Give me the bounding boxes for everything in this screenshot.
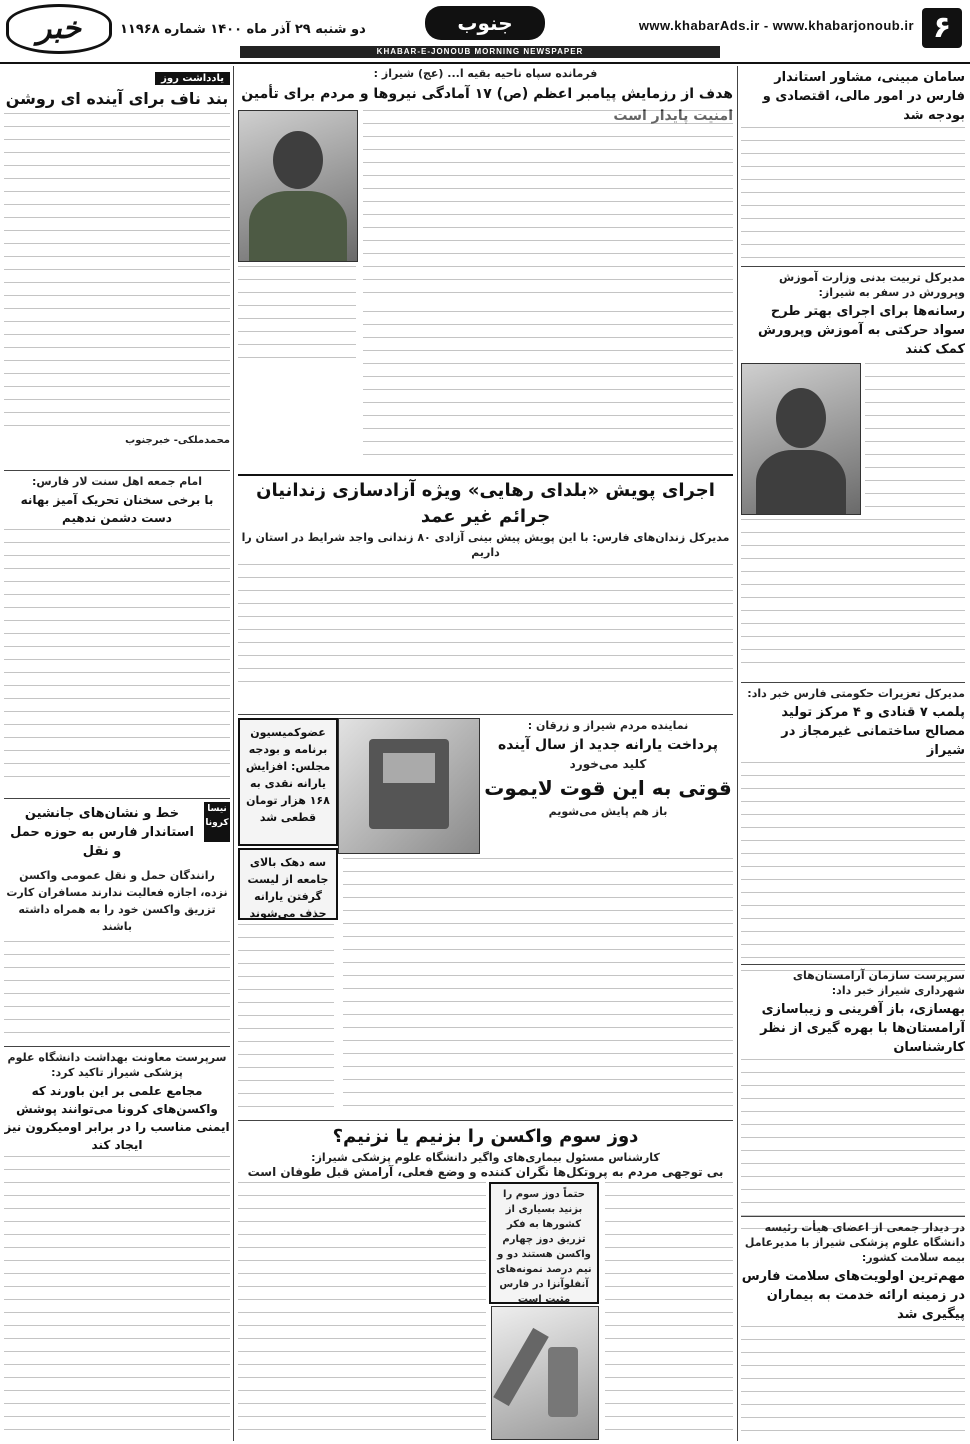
quote-text: حتماً دوز سوم را بزنید بسیاری از کشورها به فکر تزریق دوز چهارم واکسن هستند دو و نیم درصد نمونه‌های آنفلوآنزا در فارس مثبت است (496, 1189, 592, 1305)
article-text (238, 1182, 486, 1438)
article-text (741, 1326, 965, 1442)
article-text (238, 924, 334, 1108)
headline: دوز سوم واکسن را بزنیم یا نزنیم؟ (332, 1126, 639, 1147)
article-text (741, 519, 965, 669)
left-column (4, 66, 230, 1442)
article-transport (4, 802, 230, 1042)
side-box-deciles (238, 848, 338, 920)
pull-quote (489, 1182, 599, 1304)
article-sepah (238, 66, 733, 470)
article-prisoners (238, 478, 733, 708)
article-text (343, 858, 733, 1108)
portrait-photo (741, 363, 861, 515)
commander-photo (238, 110, 358, 262)
kicker: مدیرکل تربیت بدنی وزارت آموزش وپرورش در سفر به شیراز: (779, 271, 965, 299)
headline: هدف از رزمایش پیامبر اعظم (ص) ۱۷ آمادگی نیروها و مردم برای تأمین امنیت پایدار است (241, 86, 733, 124)
kicker: مدیرکل تعزیرات حکومتی فارس خبر داد: (747, 687, 965, 700)
headline-line3: قوتی به این قوت لایموت (484, 776, 732, 800)
article-subsidy (238, 718, 733, 1116)
headline: با برخی سخنان تحریک آمیز بهانه دست دشمن ندهیم (20, 493, 214, 525)
article-cemetery (741, 968, 965, 1212)
divider (737, 66, 738, 1441)
vaccine-photo (491, 1306, 599, 1440)
headline: پلمب ۷ قنادی و ۴ مرکز تولید مصالح ساختمانی غیرمجاز در شیراز (781, 705, 965, 758)
newspaper-logo (6, 4, 112, 54)
divider (4, 798, 230, 799)
article-text (605, 1182, 733, 1438)
headline: اجرای پویش «بلدای رهایی» ویژه آزادسازی زندانیان جرائم غیر عمد (256, 480, 715, 527)
article-health-insurance (741, 1220, 965, 1440)
article-advisor (741, 68, 965, 266)
editorial-tag: یادداشت روز (155, 72, 230, 85)
tag-line1: نیسا (207, 804, 227, 814)
headline: مهم‌ترین اولویت‌های سلامت فارس در زمینه ارائه خدمت به بیماران پیگیری شد (741, 1269, 965, 1322)
kicker: امام جمعه اهل سنت لار فارس: (31, 475, 203, 488)
masthead (0, 0, 970, 62)
right-column (741, 66, 965, 1442)
side-box-text: عضوکمیسیون برنامه و بودجه مجلس: افزایش یارانه نقدی به ۱۶۸ هزار تومان قطعی شد (245, 726, 331, 824)
divider (741, 682, 965, 683)
divider (238, 714, 733, 715)
article-editorial (4, 66, 230, 466)
kicker: در دیدار جمعی از اعضای هیأت رئیسه دانشگاه علوم پزشکی شیراز با مدیرعامل بیمه سلامت کشور: (744, 1221, 965, 1264)
website-links[interactable]: www.khabarAds.ir - www.khabarjonoub.ir (638, 18, 914, 33)
divider (741, 266, 965, 267)
section-title: جنوب (425, 6, 545, 40)
subsidy-headline-block (483, 718, 733, 852)
headline: پرداخت یارانه جدید از سال آینده (497, 737, 719, 753)
side-box-subsidy (238, 718, 338, 846)
kicker: نماینده مردم شیراز و زرقان : (527, 719, 689, 732)
center-column (238, 66, 733, 1442)
subheadline: مدیرکل زندان‌های فارس: با این پویش پیش بینی آزادی ۸۰ زندانی واجد شرایط در استان را داریم (241, 531, 730, 559)
headline: مجامع علمی بر این باورند که واکسن‌های کرونا می‌توانند پوشش ایمنی مناسب را در برابر اومیکرون نیز ایجاد کند (4, 1084, 230, 1152)
kicker: سرپرست معاونت بهداشت دانشگاه علوم پزشکی شیراز تاکید کرد: (7, 1051, 227, 1079)
kicker: فرمانده سپاه ناحیه بقیه ا... (عج) شیراز : (373, 67, 598, 80)
article-text (865, 363, 965, 513)
logo-text: خبر (36, 11, 82, 46)
article-text (4, 529, 230, 789)
article-text (4, 941, 230, 1041)
article-omicron (4, 1050, 230, 1440)
article-text (238, 266, 356, 364)
page-number: ۶ (922, 8, 962, 48)
article-text (363, 110, 733, 305)
divider (4, 470, 230, 471)
headline: رسانه‌ها برای اجرای بهتر طرح سواد حرکتی به آموزش وپرورش کمک کنند (757, 304, 965, 357)
headline-line4: باز هم پایش می‌شویم (548, 805, 668, 818)
article-text (4, 113, 230, 433)
article-text (238, 564, 733, 694)
headline: خط و نشان‌های جانشین استاندار فارس به حوزه حمل و نقل (10, 806, 194, 859)
divider (233, 66, 234, 1441)
covid-tag (204, 802, 230, 842)
side-box-text: سه دهک بالای جامعه از لیست گرفتن یارانه حذف می‌شوند (247, 856, 329, 920)
author: محمدملکی- خبرجنوب (125, 435, 230, 446)
divider (238, 1120, 733, 1121)
atm-photo (338, 718, 480, 854)
article-text (4, 1156, 230, 1442)
issue-date: دو شنبه ۲۹ آذر ماه ۱۴۰۰ شماره ۱۱۹۶۸ (120, 22, 366, 37)
headline: بهسازی، باز آفرینی و زیباسازی آرامستان‌ها با بهره گیری از نظر کارشناسان (760, 1002, 965, 1055)
divider (4, 1046, 230, 1047)
headline: بند ناف برای آینده ای روشن (5, 89, 229, 108)
headline-line2: کلید می‌خورد (569, 757, 647, 771)
article-text (363, 311, 733, 461)
divider (238, 474, 733, 476)
masthead-rule (0, 62, 970, 64)
article-vaccine (238, 1124, 733, 1442)
tag-line2: کرونا (205, 818, 229, 828)
headline: سامان مبینی، مشاور استاندار فارس در امور مالی، اقتصادی و بودجه شد (762, 70, 965, 123)
article-sealing (741, 686, 965, 958)
article-text (741, 127, 965, 267)
kicker: کارشناس مسئول بیماری‌های واگیر دانشگاه علوم پزشکی شیراز: (311, 1151, 660, 1164)
kicker: سرپرست سازمان آرامستان‌های شهرداری شیراز خبر داد: (792, 969, 965, 997)
english-band: KHABAR-E-JONOUB MORNING NEWSPAPER (240, 46, 720, 58)
article-sport-education (741, 270, 965, 678)
divider (741, 964, 965, 965)
article-text (741, 762, 965, 972)
article-friday-prayer (4, 474, 230, 794)
subheadline: رانندگان حمل و نقل عمومی واکسن نزده، اجازه فعالیت ندارند مسافران کارت تزریق واکسن خود را به همراه داشته باشند (6, 869, 228, 933)
subheadline: بی توجهی مردم به پروتکل‌ها نگران کننده و وضع فعلی، آرامش قبل طوفان است (247, 1165, 724, 1179)
article-text (741, 1059, 965, 1235)
divider (741, 1216, 965, 1217)
